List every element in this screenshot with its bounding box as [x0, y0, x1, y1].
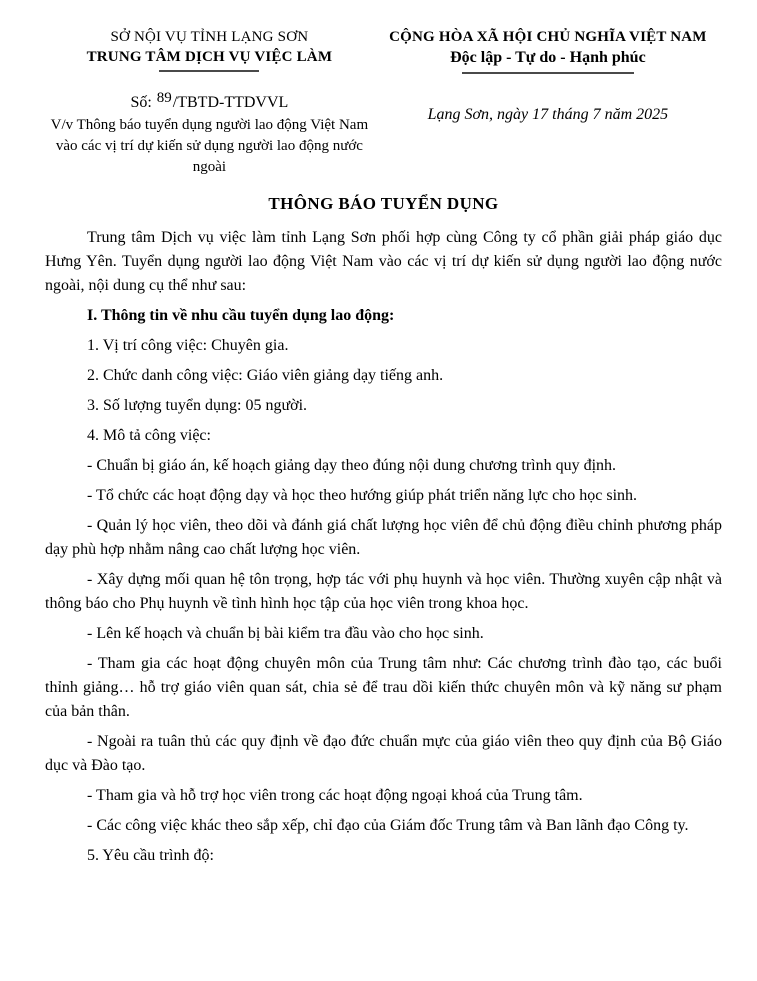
document-title: THÔNG BÁO TUYỂN DỤNG: [268, 194, 499, 213]
paragraph: - Tham gia các hoạt động chuyên môn của Trung tâm như: Các chương trình đào tạo, các buổi thỉnh giảng… hỗ trợ giáo viên quan sát, chia sẻ để trau dồi kiến thức chuyên môn và kỹ năng sư phạm của bản thân.: [45, 655, 722, 720]
national-motto-block: [374, 28, 722, 126]
paragraph: - Lên kế hoạch và chuẩn bị bài kiểm tra đầu vào cho học sinh.: [87, 625, 484, 642]
document-number-suffix: /TBTD-TTDVVL: [172, 94, 289, 111]
agency-underline-rule: [159, 70, 259, 72]
paragraph: 5. Yêu cầu trình độ:: [87, 847, 214, 864]
paragraph: 3. Số lượng tuyển dụng: 05 người.: [87, 397, 308, 414]
paragraph: 4. Mô tả công việc:: [87, 427, 211, 444]
document-number: [45, 92, 374, 114]
paragraph: - Ngoài ra tuân thủ các quy định về đạo đức chuẩn mực của giáo viên theo quy định của Bộ Giáo dục và Đào tạo.: [45, 733, 722, 774]
agency-name: TRUNG TÂM DỊCH VỤ VIỆC LÀM: [86, 49, 333, 65]
agency-parent-name: SỞ NỘI VỤ TỈNH LẠNG SƠN: [110, 29, 309, 45]
paragraph: - Tổ chức các hoạt động dạy và học theo hướng giúp phát triển năng lực cho học sinh.: [87, 487, 638, 504]
paragraph: 2. Chức danh công việc: Giáo viên giảng dạy tiếng anh.: [87, 367, 444, 384]
paragraph: - Tham gia và hỗ trợ học viên trong các hoạt động ngoại khoá của Trung tâm.: [87, 787, 583, 804]
paragraph: I. Thông tin về nhu cầu tuyển dụng lao động:: [87, 307, 395, 324]
paragraph: 1. Vị trí công việc: Chuyên gia.: [87, 337, 289, 354]
document-number-prefix: Số:: [130, 94, 156, 111]
paragraph: - Xây dựng mối quan hệ tôn trọng, hợp tác với phụ huynh và học viên. Thường xuyên cập nhật và thông báo cho Phụ huynh về tình hình học tập của học viên trong khoa học.: [45, 571, 722, 612]
paragraph: Trung tâm Dịch vụ việc làm tỉnh Lạng Sơn phối hợp cùng Công ty cổ phần giải pháp giáo dục Hưng Yên. Tuyển dụng người lao động Việt Nam vào các vị trí dự kiến sử dụng người lao động nước ngoài, nội dung cụ thể như sau:: [45, 229, 722, 294]
paragraph: - Chuẩn bị giáo án, kế hoạch giảng dạy theo đúng nội dung chương trình quy định.: [87, 457, 617, 474]
motto-underline-rule: [462, 72, 634, 74]
place-and-date: Lạng Sơn, ngày 17 tháng 7 năm 2025: [427, 106, 669, 123]
document-header: [45, 28, 722, 178]
document-subject: V/v Thông báo tuyển dụng người lao động Việt Nam vào các vị trí dự kiến sử dụng người lao động nước ngoài: [50, 117, 369, 175]
paragraph: - Quản lý học viên, theo dõi và đánh giá chất lượng học viên để chủ động điều chỉnh phương pháp dạy phù hợp nhằm nâng cao chất lượng học viên.: [45, 517, 722, 558]
document-body: [45, 226, 722, 868]
national-motto: Độc lập - Tự do - Hạnh phúc: [450, 49, 646, 66]
issuing-agency-block: [45, 28, 374, 178]
paragraph: - Các công việc khác theo sắp xếp, chỉ đạo của Giám đốc Trung tâm và Ban lãnh đạo Công ty.: [87, 817, 689, 834]
document-number-value: 89: [156, 90, 172, 106]
national-title: CỘNG HÒA XÃ HỘI CHỦ NGHĨA VIỆT NAM: [389, 29, 707, 45]
